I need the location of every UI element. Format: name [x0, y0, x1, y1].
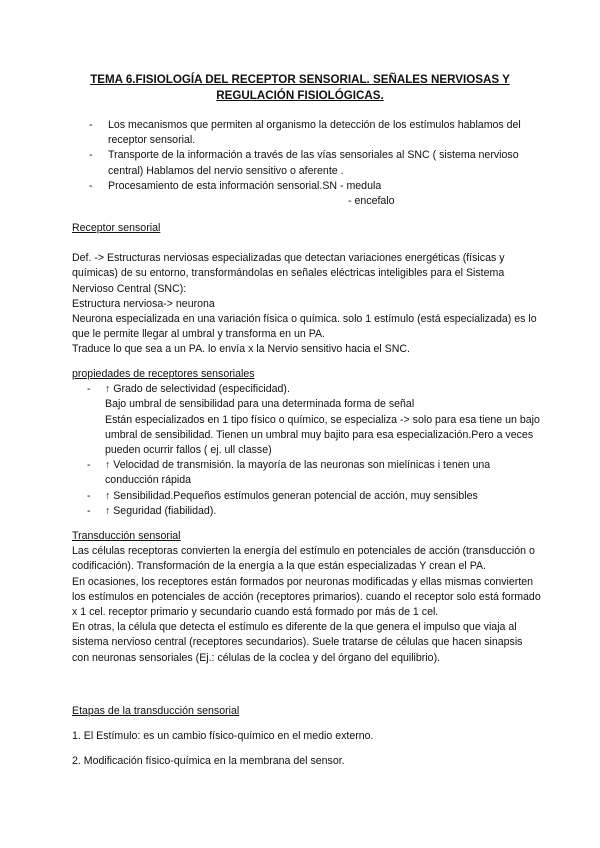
propiedades-list [72, 382, 542, 519]
propiedad-item-4: - ↑ Seguridad (fiabilidad). [72, 504, 542, 519]
propiedad-selectividad-detalle: Están especializados en 1 tipo físico o químico, se especializa -> solo para esa tiene un bajo umbral de sensibilidad. Tienen un umbral muy bajito para esa especialización.Pero a veces pueden ocurrir fallos ( ej. ull classe) [105, 413, 540, 457]
intro-sub-item: - encefalo [72, 194, 542, 209]
transduccion-heading: Transducción sensorial [72, 530, 181, 542]
propiedad-selectividad: ↑ Grado de selectividad (especificidad). [105, 383, 290, 396]
propiedades-heading: propiedades de receptores sensoriales [72, 368, 255, 380]
intro-list [72, 118, 542, 194]
title-line-2: REGULACIÓN FISIOLÓGICAS. [216, 89, 384, 102]
propiedad-item-2: - ↑ Velocidad de transmisión. la mayoría de las neuronas son mielínicas i tenen una conducción rápida [72, 458, 542, 488]
receptor-translate: Traduce lo que sea a un PA. lo envía x la Nervio sensitivo hacia el SNC. [72, 343, 410, 356]
transduccion-paragraph-3: En otras, la célula que detecta el estímulo es diferente de la que genera el impulso que viaja al sistema nervioso central (receptores secundarios). Suele tratarse de células que hacen sinapsis con neuronas sensoriales (Ej.: células de la coclea y del órgano del equilibrio). [72, 621, 523, 664]
propiedad-selectividad-umbral: Bajo umbral de sensibilidad para una determinada forma de señal [105, 398, 415, 411]
propiedades-section [72, 367, 542, 519]
transduccion-section [72, 529, 542, 666]
etapas-section [72, 704, 542, 770]
intro-item-2: - Transporte de la información a través de las vías sensoriales al SNC ( sistema nervioso central) Hablamos del nervio sensitivo o aferente . [72, 148, 542, 178]
etapa-2: 2. Modificación físico-química en la membrana del sensor. [72, 755, 345, 768]
transduccion-paragraph-1: Las células receptoras convierten la energía del estímulo en potenciales de acción (transducción o codificación). Transformación de la energía a la que están especializadas Y crean el PA. [72, 545, 535, 573]
receptor-structure: Estructura nerviosa-> neurona [72, 297, 215, 310]
etapas-heading: Etapas de la transducción sensorial [72, 705, 240, 717]
receptor-section [72, 221, 542, 358]
propiedad-item-1 [72, 382, 542, 458]
receptor-neuron: Neurona especializada en una variación física o química. solo 1 estímulo (está especializada) es lo que le permite llegar al umbral y transforma en un PA. [72, 313, 537, 341]
etapa-1: 1. El Estímulo: es un cambio físico-químico en el medio externo. [72, 730, 374, 743]
intro-item-1: - Los mecanismos que permiten al organismo la detección de los estímulos hablamos del receptor sensorial. [72, 118, 542, 148]
transduccion-paragraph-2: En ocasiones, los receptores están formados por neuronas modificadas y ellas mismas convierten los estímulos en potenciales de acción (receptores primarios). cuando el receptor solo está formado x 1 cel. receptor primario y secundario cuando está formado por más de 1 cel. [72, 575, 541, 619]
propiedad-item-3: - ↑ Sensibilidad.Pequeños estímulos generan potencial de acción, muy sensibles [72, 489, 542, 504]
receptor-definition: Def. -> Estructuras nerviosas especializadas que detectan variaciones energéticas (físicas y químicas) de su entorno, transformándolas en señales eléctricas inteligibles para el Sistema Nervioso Central (SNC): [72, 252, 505, 295]
document-title [60, 72, 540, 104]
receptor-heading: Receptor sensorial [72, 222, 161, 234]
intro-section [72, 118, 542, 209]
title-line-1: TEMA 6.FISIOLOGÍA DEL RECEPTOR SENSORIAL. SEÑALES NERVIOSAS Y [90, 73, 510, 86]
intro-item-3: - Procesamiento de esta información sensorial.SN - medula [72, 179, 542, 194]
